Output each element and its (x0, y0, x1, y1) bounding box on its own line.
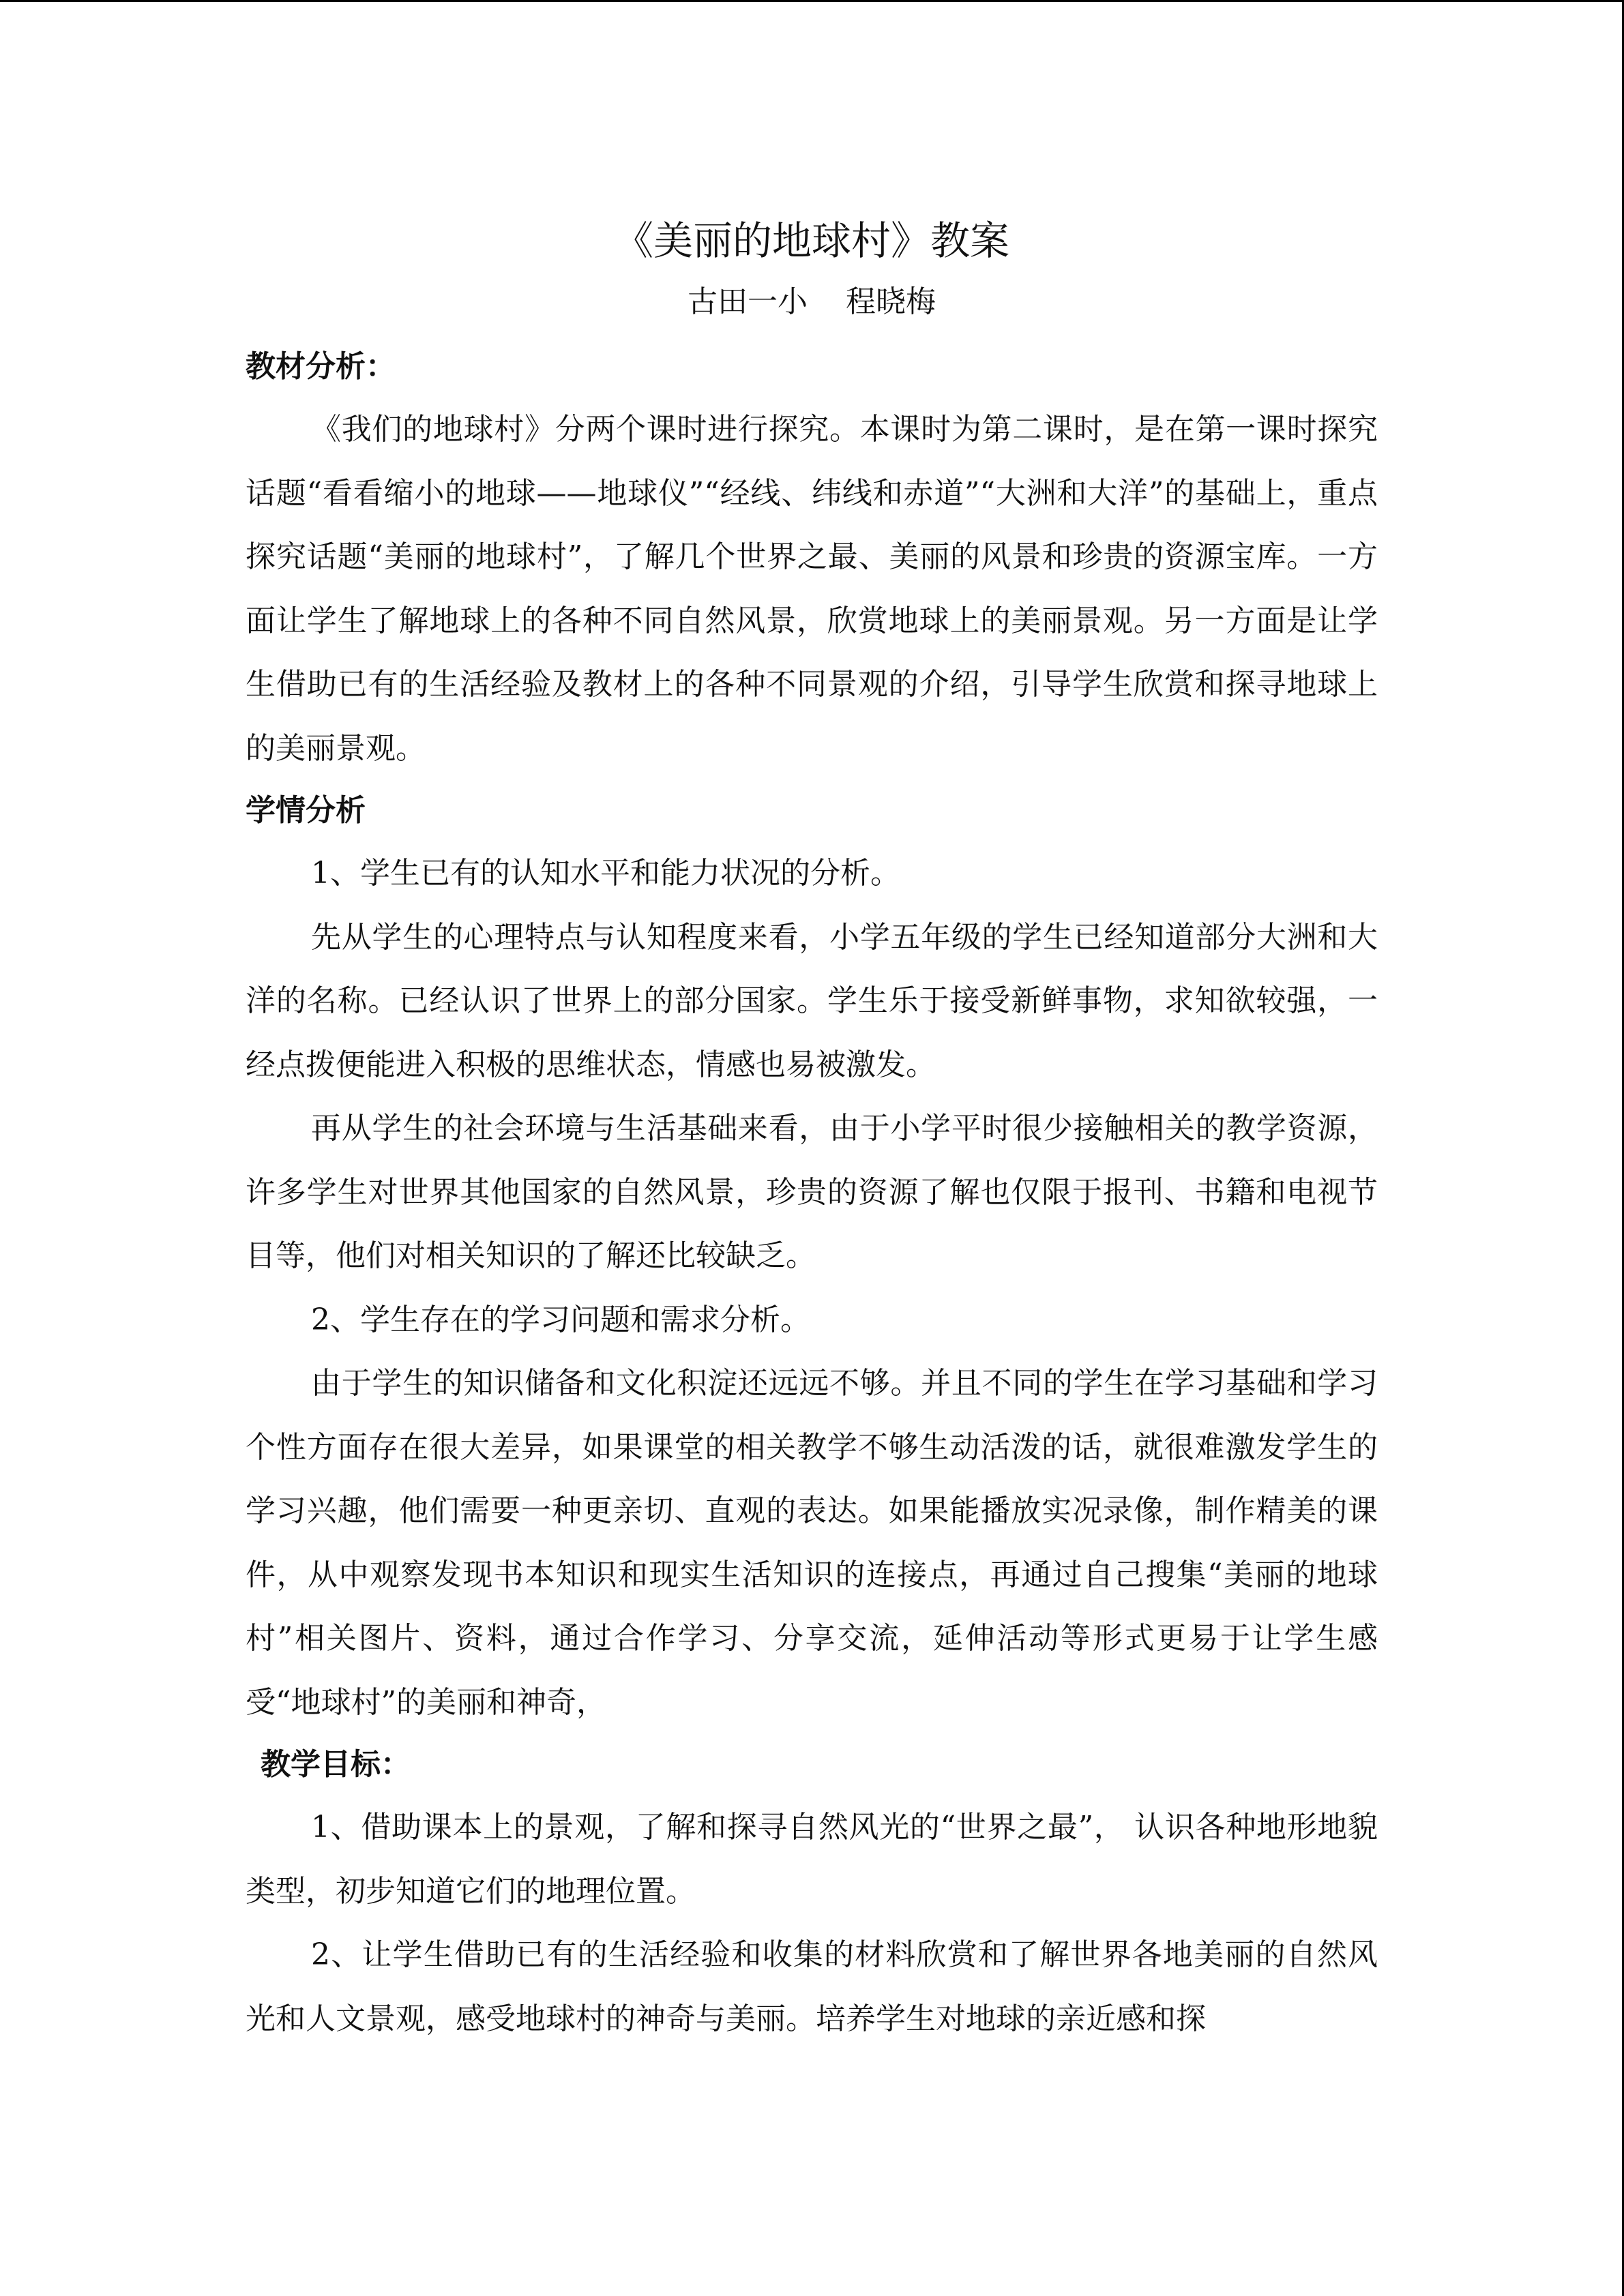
section-heading: 教材分析： (246, 349, 396, 384)
paragraph: 2、学生存在的学习问题和需求分析。 (311, 1302, 810, 1337)
paragraph: 再从学生的社会环境与生活基础来看，由于小学平时很少接触相关的教学资源，许多学生对世界其他国家的自然风景，珍贵的资源了解也仅限于报刊、书籍和电视节目等，他们对相关知识的了解还比较缺乏。 (246, 1111, 1378, 1273)
section-teaching-goals (246, 1734, 1378, 2051)
paragraph: 先从学生的心理特点与认知程度来看，小学五年级的学生已经知道部分大洲和大洋的名称。已经认识了世界上的部分国家。学生乐于接受新鲜事物，求知欲较强，一经点拨便能进入积极的思维状态，情感也易被激发。 (246, 919, 1378, 1082)
document-title: 《美丽的地球村》教案 (613, 218, 1009, 264)
section-heading: 学情分析 (246, 793, 366, 828)
section-textbook-analysis (246, 336, 1378, 780)
paragraph: 1、学生已有的认知水平和能力状况的分析。 (311, 856, 900, 891)
paragraph: 由于学生的知识储备和文化积淀还远远不够。并且不同的学生在学习基础和学习个性方面存在很大差异，如果课堂的相关教学不够生动活泼的话，就很难激发学生的学习兴趣，他们需要一种更亲切、直观的表达。如果能播放实况录像，制作精美的课件，从中观察发现书本知识和现实生活知识的连接点，再通过自己搜集“美丽的地球村”相关图片、资料，通过合作学习、分享交流，延伸活动等形式更易于让学生感受“地球村”的美丽和神奇， (246, 1366, 1378, 1720)
document-body (246, 207, 1378, 2051)
section-heading: 教学目标： (261, 1747, 411, 1782)
paragraph: 《我们的地球村》分两个课时进行探究。本课时为第二课时，是在第一课时探究话题“看看缩小的地球——地球仪”“经线、纬线和赤道”“大洲和大洋”的基础上，重点探究话题“美丽的地球村”，了解几个世界之最、美丽的风景和珍贵的资源宝库。一方面让学生了解地球上的各种不同自然风景，欣赏地球上的美丽景观。另一方面是让学生借助已有的生活经验及教材上的各种不同景观的介绍，引导学生欣赏和探寻地球上的美丽景观。 (246, 412, 1378, 766)
section-student-analysis (246, 780, 1378, 1734)
paragraph: 2、让学生借助已有的生活经验和收集的材料欣赏和了解世界各地美丽的自然风光和人文景观，感受地球村的神奇与美丽。培养学生对地球的亲近感和探 (246, 1937, 1378, 2036)
document-author: 古田一小 程晓梅 (688, 284, 936, 319)
paragraph: 1、借助课本上的景观，了解和探寻自然风光的“世界之最”， 认识各种地形地貌类型，初步知道它们的地理位置。 (246, 1810, 1378, 1909)
